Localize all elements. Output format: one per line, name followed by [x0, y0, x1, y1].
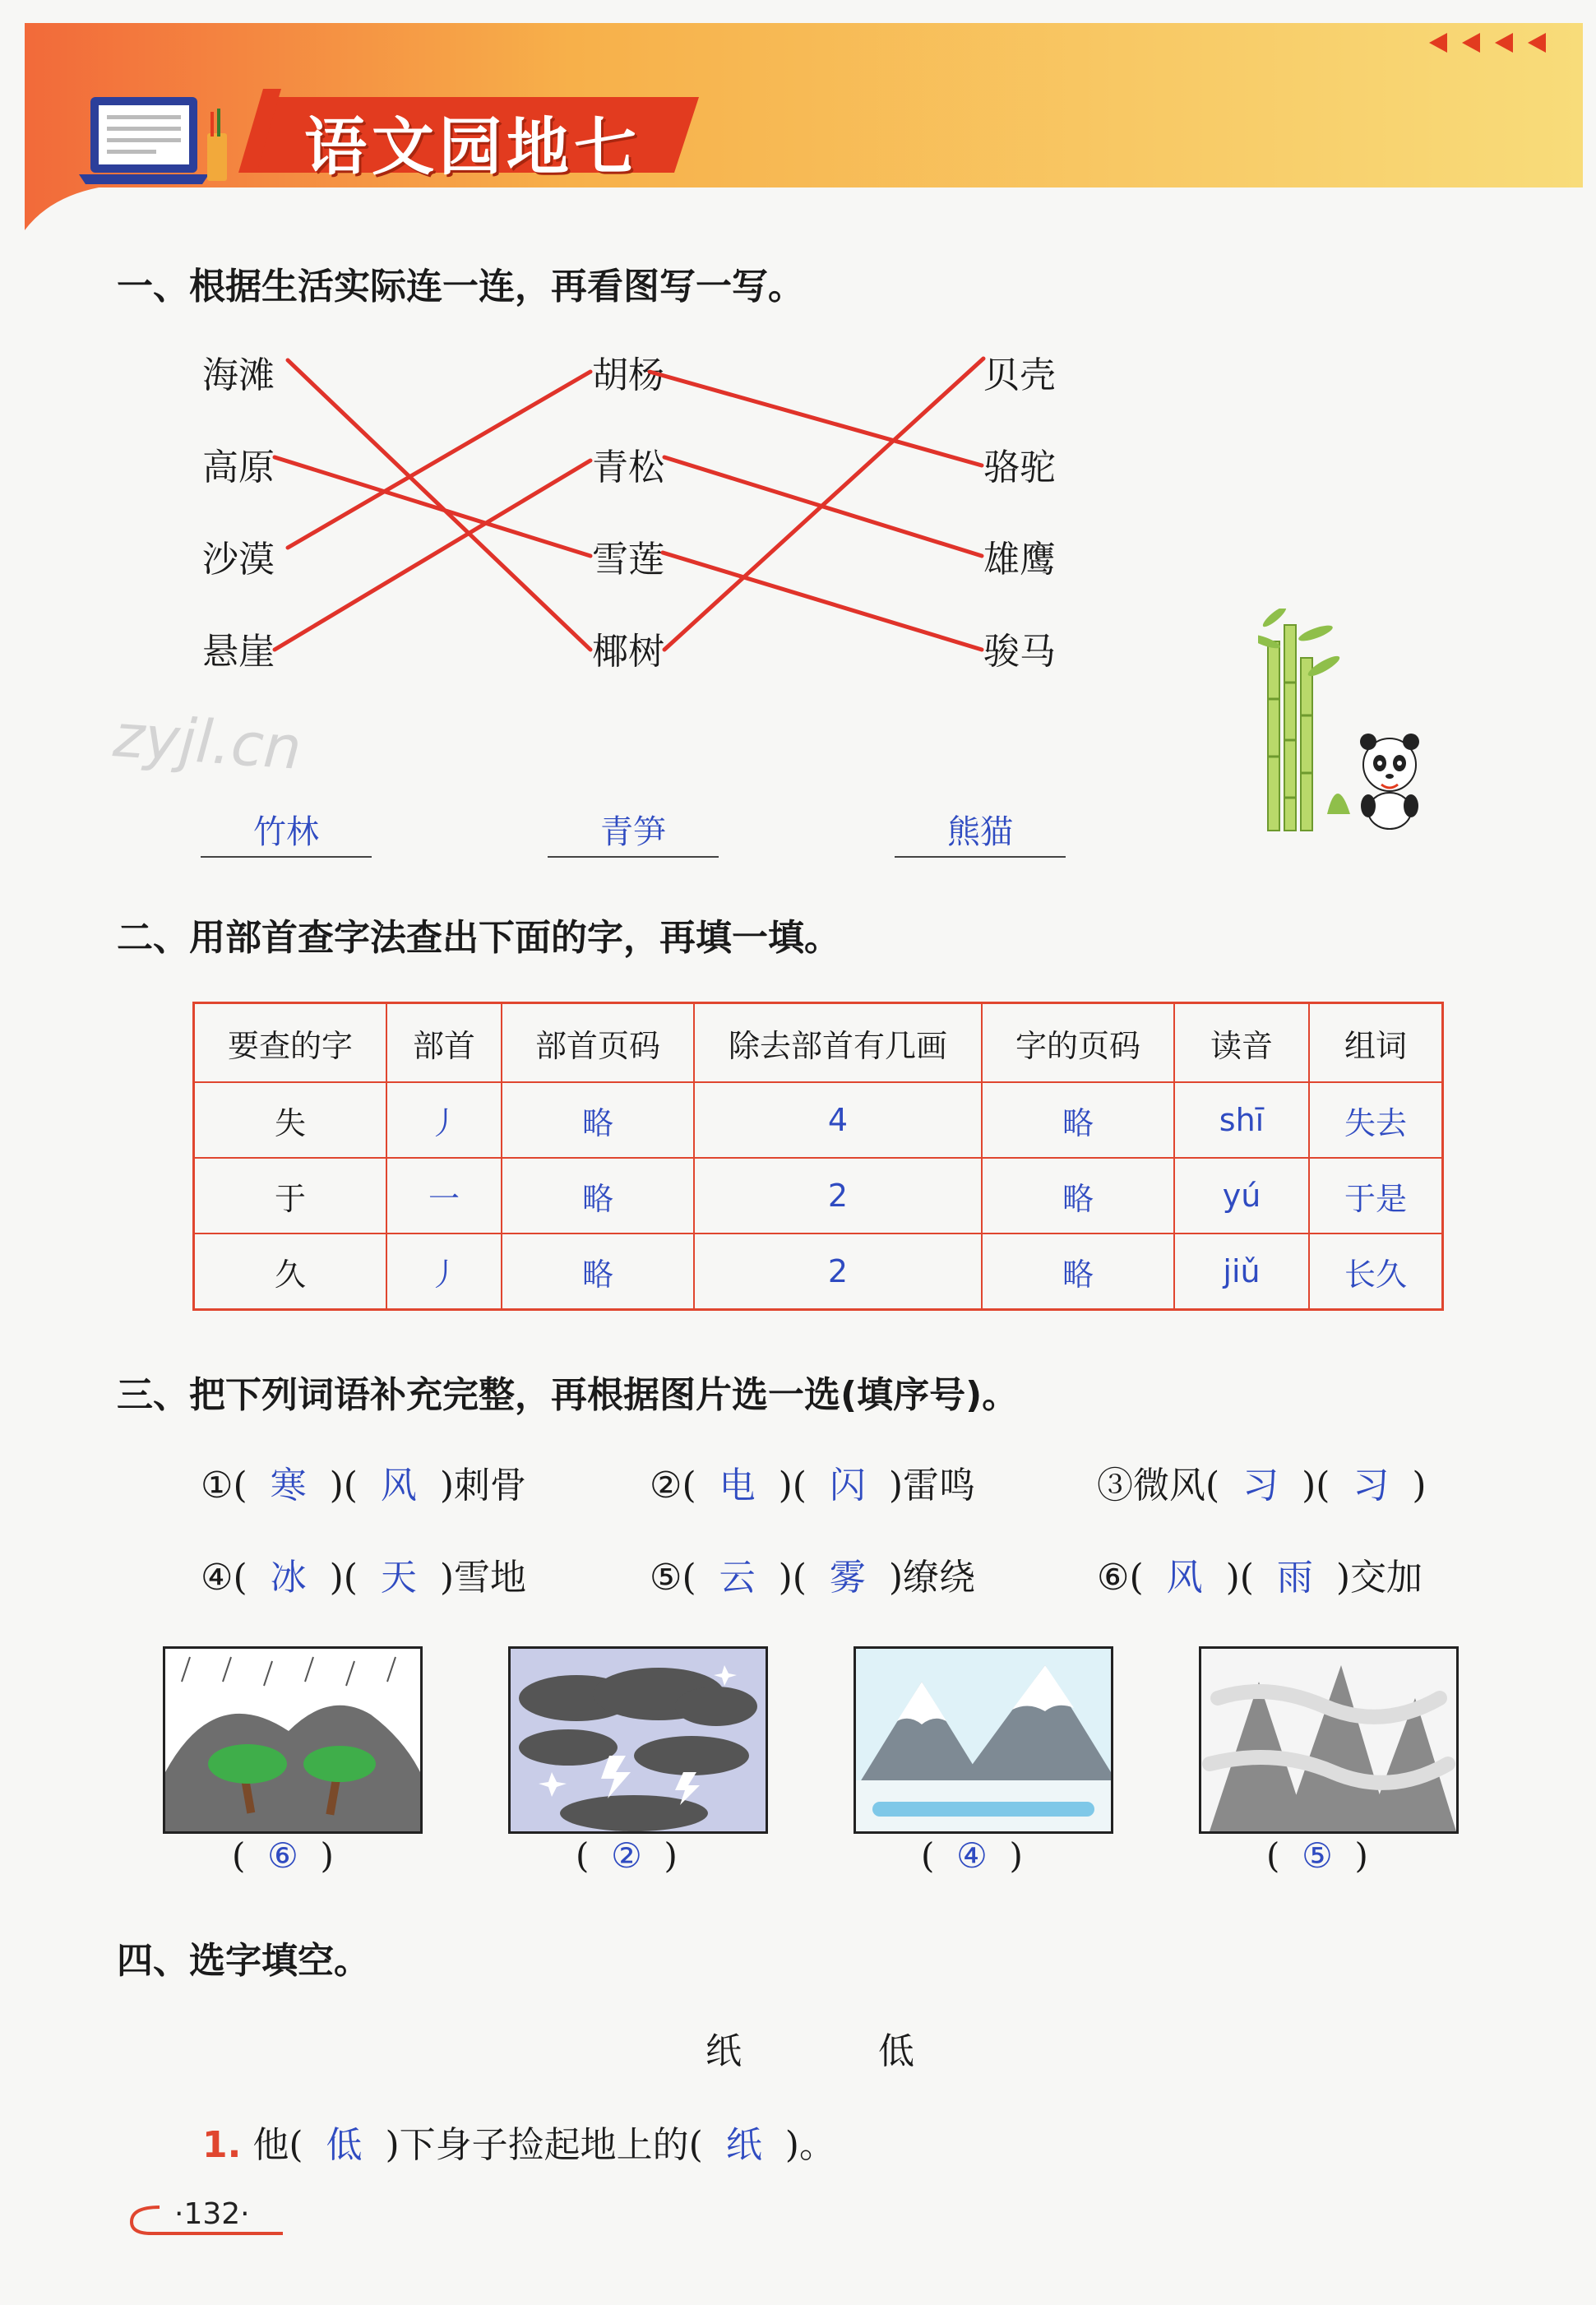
blank-answer: 电 — [719, 1465, 756, 1507]
match-line — [664, 359, 983, 650]
idiom-item-6: ⑥( 风 )( 雨 )交加 — [1097, 1557, 1423, 1599]
word-col2-1: 胡杨 — [592, 354, 664, 396]
radical-table — [192, 1002, 1444, 1311]
picture-answer-value: ④ — [956, 1835, 988, 1876]
watermark: zyjl.cn — [111, 701, 304, 783]
picture-misty-mountains — [1199, 1646, 1459, 1834]
idiom-suffix: 雷鸣 — [903, 1465, 976, 1507]
blank-answer: 风 — [1166, 1557, 1203, 1599]
table-row — [194, 1082, 1443, 1158]
table-cell: 4 — [694, 1082, 982, 1158]
word-col1-3: 沙漠 — [202, 539, 275, 581]
table-cell: 略 — [502, 1233, 694, 1310]
word-col3-2: 骆驼 — [983, 447, 1056, 488]
question-number: 1. — [202, 2124, 242, 2166]
idiom-item-3: ③微风( 习 )( 习 ) — [1097, 1465, 1427, 1507]
table-cell: 于是 — [1309, 1158, 1443, 1233]
table-cell: 2 — [694, 1158, 982, 1233]
question-text: )下身子捡起地上的( — [385, 2124, 703, 2166]
picture-answer-1: ( ⑥ ) — [232, 1835, 334, 1876]
idiom-prefix: 微风 — [1133, 1465, 1205, 1507]
choice-word-2: 低 — [878, 2030, 914, 2072]
header-cell: 部首 — [386, 1003, 502, 1083]
idiom-item-4: ④( 冰 )( 天 )雪地 — [201, 1557, 527, 1599]
word-col1-4: 悬崖 — [202, 631, 275, 673]
table-cell: 一 — [386, 1158, 502, 1233]
section1-title: 一、根据生活实际连一连，再看图写一写。 — [117, 266, 804, 308]
table-cell: 略 — [502, 1158, 694, 1233]
table-cell: 于 — [194, 1158, 387, 1233]
blank-answer: 雨 — [1276, 1557, 1313, 1599]
idiom-item-5: ⑤( 云 )( 雾 )缭绕 — [650, 1557, 976, 1599]
picture-snow-mountain — [854, 1646, 1113, 1834]
table-cell: shī — [1174, 1082, 1309, 1158]
question-text: 他( — [252, 2124, 303, 2166]
match-line — [288, 372, 590, 548]
item-number: ② — [650, 1465, 682, 1507]
table-cell: 久 — [194, 1233, 387, 1310]
idiom-suffix: 雪地 — [454, 1557, 527, 1599]
item-number: ④ — [201, 1557, 234, 1599]
match-line — [288, 360, 590, 650]
header-cell: 字的页码 — [982, 1003, 1174, 1083]
choice-word-1: 纸 — [705, 2030, 742, 2072]
picture-thunder-clouds — [508, 1646, 768, 1834]
blank-answer: 习 — [1242, 1465, 1279, 1507]
picture-answer-4: ( ⑤ ) — [1266, 1835, 1368, 1876]
table-cell: 长久 — [1309, 1233, 1443, 1310]
header-cell: 读音 — [1174, 1003, 1309, 1083]
table-cell: 略 — [982, 1233, 1174, 1310]
blank-answer: 寒 — [270, 1465, 307, 1507]
page-number: ·132· — [174, 2197, 250, 2231]
header-cell: 除去部首有几画 — [694, 1003, 982, 1083]
blank-answer: 习 — [1353, 1465, 1390, 1507]
idiom-item-1: ①( 寒 )( 风 )刺骨 — [201, 1465, 527, 1507]
blank-answer: 纸 — [725, 2124, 762, 2166]
blank-answer: 雾 — [829, 1557, 866, 1599]
bamboo-panda-illustration — [1258, 609, 1447, 839]
blank-answer: 冰 — [270, 1557, 307, 1599]
table-cell: 略 — [982, 1158, 1174, 1233]
picture-answer-3: ( ④ ) — [921, 1835, 1023, 1876]
header-cell: 组词 — [1309, 1003, 1443, 1083]
question-text: )。 — [784, 2124, 835, 2166]
answer-line-1: 竹林 — [201, 806, 372, 858]
blank-answer: 闪 — [829, 1465, 866, 1507]
item-number: ⑤ — [650, 1557, 682, 1599]
picture-answer-2: ( ② ) — [576, 1835, 678, 1876]
table-header-row — [194, 1003, 1443, 1083]
item-number: ① — [201, 1465, 234, 1507]
table-cell: 略 — [502, 1082, 694, 1158]
item-number: ③ — [1097, 1465, 1133, 1507]
item-number: ⑥ — [1097, 1557, 1130, 1599]
table-cell: 失 — [194, 1082, 387, 1158]
blank-answer: 天 — [380, 1557, 417, 1599]
table-cell: 2 — [694, 1233, 982, 1310]
picture-answer-value: ⑤ — [1302, 1835, 1333, 1876]
picture-storm-mountain — [163, 1646, 423, 1834]
table-row — [194, 1233, 1443, 1310]
word-col3-3: 雄鹰 — [983, 539, 1056, 581]
section3-title: 三、把下列词语补充完整，再根据图片选一选(填序号)。 — [117, 1374, 1019, 1416]
idiom-suffix: 缭绕 — [903, 1557, 976, 1599]
header-cell: 部首页码 — [502, 1003, 694, 1083]
word-col2-3: 雪莲 — [592, 539, 664, 581]
word-col3-4: 骏马 — [983, 631, 1056, 673]
idiom-suffix: 刺骨 — [454, 1465, 527, 1507]
page-title: 语文园地七 — [304, 110, 641, 183]
match-line — [650, 372, 982, 465]
section4-title: 四、选字填空。 — [117, 1940, 370, 1982]
header-cell: 要查的字 — [194, 1003, 387, 1083]
table-cell: jiǔ — [1174, 1233, 1309, 1310]
word-col2-2: 青松 — [592, 447, 664, 488]
match-line — [275, 457, 590, 556]
picture-answer-value: ② — [611, 1835, 642, 1876]
match-line — [663, 553, 982, 650]
blank-answer: 云 — [719, 1557, 756, 1599]
question-1 — [202, 2115, 835, 2168]
blank-answer: 低 — [326, 2124, 363, 2166]
blank-answer: 风 — [380, 1465, 417, 1507]
match-line — [275, 461, 590, 650]
table-cell: 丿 — [386, 1082, 502, 1158]
table-cell: 略 — [982, 1082, 1174, 1158]
section2-title: 二、用部首查字法查出下面的字，再填一填。 — [117, 917, 840, 959]
table-cell: 失去 — [1309, 1082, 1443, 1158]
idiom-suffix: 交加 — [1350, 1557, 1423, 1599]
idiom-item-2: ②( 电 )( 闪 )雷鸣 — [650, 1465, 976, 1507]
answer-line-2: 青笋 — [548, 806, 719, 858]
picture-answer-value: ⑥ — [267, 1835, 298, 1876]
word-col1-1: 海滩 — [202, 354, 275, 396]
answer-line-3: 熊猫 — [895, 806, 1066, 858]
table-cell: 丿 — [386, 1233, 502, 1310]
table-row — [194, 1158, 1443, 1233]
word-col2-4: 椰树 — [592, 631, 664, 673]
word-col1-2: 高原 — [202, 447, 275, 488]
table-cell: yú — [1174, 1158, 1309, 1233]
word-col3-1: 贝壳 — [983, 354, 1056, 396]
